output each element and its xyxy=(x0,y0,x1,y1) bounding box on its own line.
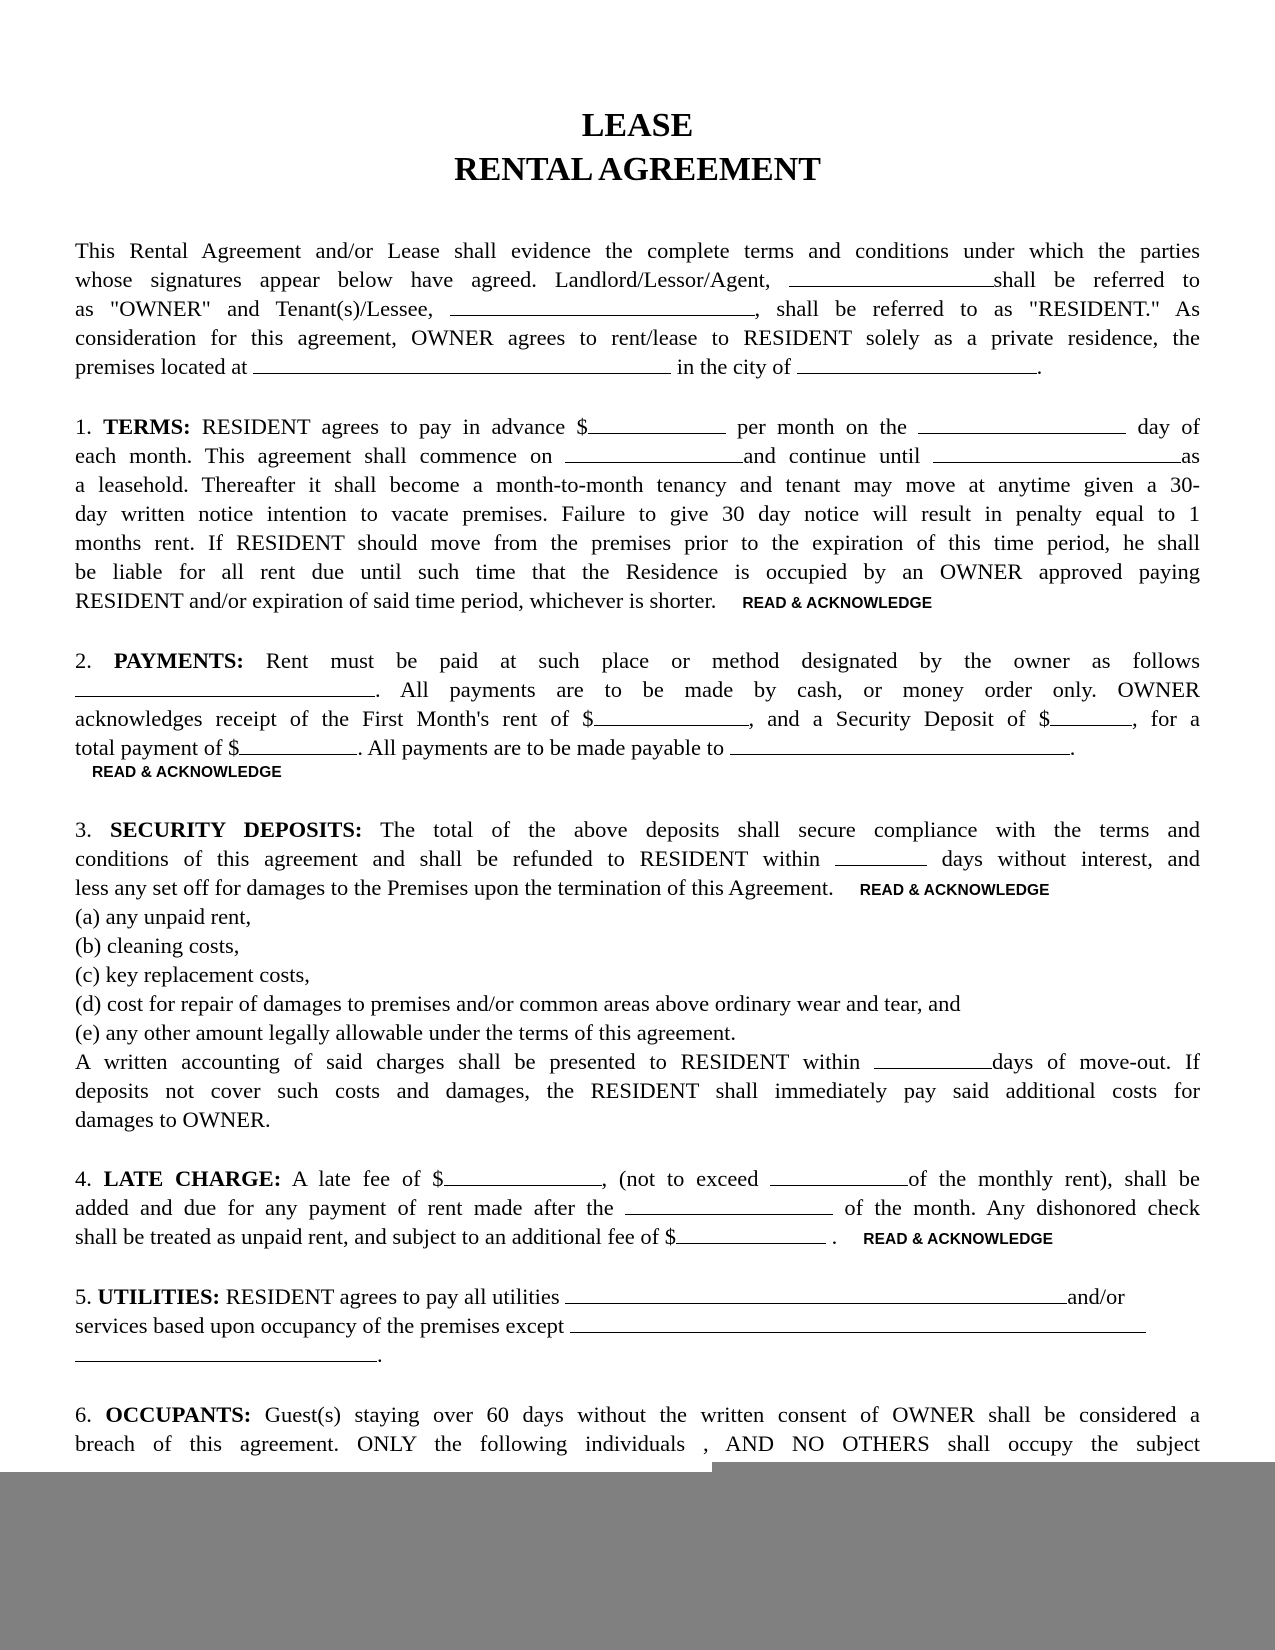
security-line xyxy=(75,815,1200,845)
viewer-overlay-edge xyxy=(712,1462,1275,1472)
payee-blank[interactable] xyxy=(730,734,1070,755)
dishonored-check-fee-blank[interactable] xyxy=(676,1223,826,1244)
text: premises located at xyxy=(75,354,248,379)
read-acknowledge-label: READ & ACKNOWLEDGE xyxy=(859,882,1050,899)
text: conditions of this agreement and shall be refunded to RESIDENT within xyxy=(75,846,821,871)
text: of the month. Any dishonored check xyxy=(844,1195,1201,1220)
refund-days-blank[interactable] xyxy=(835,845,927,866)
section-heading: SECURITY DEPOSITS: xyxy=(110,817,363,842)
text: days of move-out. If xyxy=(991,1049,1201,1074)
text: and/or xyxy=(1067,1284,1125,1309)
text: less any set off for damages to the Premises upon the termination of this Agreement. xyxy=(75,875,834,900)
terms-line: months rent. If RESIDENT should move from the premises prior to the expiration of this time period, he shall xyxy=(75,530,1200,555)
text: shall be referred to xyxy=(993,267,1200,292)
security-line xyxy=(75,844,1200,874)
text: whose signatures appear below have agreed. Landlord/Lessor/Agent, xyxy=(75,267,771,292)
viewer-grey-overlay xyxy=(0,1472,1275,1650)
payments-line xyxy=(75,733,1200,763)
payment-method-blank[interactable] xyxy=(75,676,375,697)
text: RESIDENT agrees to pay in advance $ xyxy=(201,414,588,439)
end-date-blank[interactable] xyxy=(933,442,1181,463)
intro-line xyxy=(75,294,1200,324)
tenant-name-blank[interactable] xyxy=(450,295,755,316)
text: RESIDENT agrees to pay all utilities xyxy=(225,1284,560,1309)
payments-line xyxy=(75,675,1200,705)
document-title-line1: LEASE xyxy=(581,107,694,144)
late-charge-line xyxy=(75,1193,1200,1223)
text: , for a xyxy=(1131,706,1200,731)
text: day of xyxy=(1137,414,1201,439)
terms-line xyxy=(75,586,1200,619)
text: in the city of xyxy=(676,354,792,379)
section-number: 1. xyxy=(75,414,92,439)
security-deposit-blank[interactable] xyxy=(1050,705,1132,726)
text: acknowledges receipt of the First Month's rent of $ xyxy=(75,706,594,731)
text: . All payments are to be made payable to xyxy=(357,735,725,760)
section-number: 2. xyxy=(75,648,92,673)
text: A written accounting of said charges shall be presented to RESIDENT within xyxy=(75,1049,861,1074)
deduction-item: (b) cleaning costs, xyxy=(75,933,240,958)
text: . xyxy=(1069,735,1076,760)
utilities-line xyxy=(75,1340,1200,1370)
city-blank[interactable] xyxy=(797,353,1037,374)
commence-date-blank[interactable] xyxy=(565,442,743,463)
section-number: 5. xyxy=(75,1284,92,1309)
text: RESIDENT and/or expiration of said time period, whichever is shorter. xyxy=(75,588,717,613)
terms-line: be liable for all rent due until such time that the Residence is occupied by an OWNER approved paying xyxy=(75,559,1200,584)
terms-line: a leasehold. Thereafter it shall become a month-to-month tenancy and tenant may move at anytime given a 30- xyxy=(75,472,1200,497)
security-line xyxy=(75,873,1200,906)
security-line: deposits not cover such costs and damages, the RESIDENT shall immediately pay said additional costs for xyxy=(75,1078,1200,1103)
section-number: 4. xyxy=(75,1166,92,1191)
section-heading: UTILITIES: xyxy=(97,1284,221,1309)
intro-line: consideration for this agreement, OWNER agrees to rent/lease to RESIDENT solely as a private residence, the xyxy=(75,325,1200,350)
utilities-blank[interactable] xyxy=(565,1283,1067,1304)
security-line: damages to OWNER. xyxy=(75,1107,271,1132)
occupants-line xyxy=(75,1400,1200,1430)
occupants-line: breach of this agreement. ONLY the following individuals , AND NO OTHERS shall occupy the subject xyxy=(75,1431,1200,1456)
text: . xyxy=(1036,354,1043,379)
read-acknowledge-label: READ & ACKNOWLEDGE xyxy=(863,1231,1054,1248)
late-charge-line xyxy=(75,1164,1200,1194)
text: . xyxy=(377,1342,383,1367)
intro-line xyxy=(75,265,1200,295)
text: The total of the above deposits shall secure compliance with the terms and xyxy=(380,817,1201,842)
due-day-blank[interactable] xyxy=(918,413,1126,434)
terms-line: day written notice intention to vacate premises. Failure to give 30 day notice will result in penalty equal to 1 xyxy=(75,501,1200,526)
read-acknowledge-label: READ & ACKNOWLEDGE xyxy=(742,595,933,612)
text: as "OWNER" and Tenant(s)/Lessee, xyxy=(75,296,434,321)
payments-line xyxy=(75,704,1200,734)
text: Guest(s) staying over 60 days without the written consent of OWNER shall be considered a xyxy=(264,1402,1201,1427)
utilities-except-blank[interactable] xyxy=(570,1312,1146,1333)
text: , (not to exceed xyxy=(601,1166,759,1191)
text: services based upon occupancy of the premises except xyxy=(75,1313,565,1338)
deduction-item: (c) key replacement costs, xyxy=(75,962,310,987)
text: and continue until xyxy=(743,443,921,468)
deduction-item: (d) cost for repair of damages to premises and/or common areas above ordinary wear and tear, and xyxy=(75,991,961,1016)
document-title-line2: RENTAL AGREEMENT xyxy=(454,151,821,188)
read-acknowledge-label: READ & ACKNOWLEDGE xyxy=(92,764,282,781)
text: total payment of $ xyxy=(75,735,240,760)
utilities-line xyxy=(75,1282,1200,1312)
text: . All payments are to be made by cash, or money order only. OWNER xyxy=(375,677,1200,702)
section-heading: TERMS: xyxy=(103,414,191,439)
text: Rent must be paid at such place or method designated by the owner as follows xyxy=(265,648,1201,673)
text: of the monthly rent), shall be xyxy=(908,1166,1200,1191)
section-number: 6. xyxy=(75,1402,92,1427)
utilities-except-continued-blank[interactable] xyxy=(75,1341,377,1362)
text: , and a Security Deposit of $ xyxy=(748,706,1050,731)
text: as xyxy=(1181,443,1201,468)
landlord-name-blank[interactable] xyxy=(789,266,994,287)
total-payment-blank[interactable] xyxy=(239,734,357,755)
section-heading: LATE CHARGE: xyxy=(103,1166,282,1191)
section-number: 3. xyxy=(75,817,92,842)
text: added and due for any payment of rent made after the xyxy=(75,1195,614,1220)
utilities-line xyxy=(75,1311,1200,1341)
section-heading: OCCUPANTS: xyxy=(105,1402,252,1427)
terms-line xyxy=(75,412,1200,442)
text: per month on the xyxy=(736,414,907,439)
text: A late fee of $ xyxy=(291,1166,444,1191)
text: shall be treated as unpaid rent, and subject to an additional fee of $ xyxy=(75,1224,677,1249)
late-after-day-blank[interactable] xyxy=(625,1194,833,1215)
section-heading: PAYMENTS: xyxy=(113,648,244,673)
payments-line xyxy=(75,646,1200,676)
late-fee-max-blank[interactable] xyxy=(770,1165,908,1186)
terms-line xyxy=(75,441,1200,471)
security-line xyxy=(75,1047,1200,1077)
intro-line: This Rental Agreement and/or Lease shall evidence the complete terms and conditions under which the parties xyxy=(75,238,1200,263)
text: , shall be referred to as "RESIDENT." As xyxy=(754,296,1200,321)
text: each month. This agreement shall commence on xyxy=(75,443,553,468)
intro-line xyxy=(75,352,1200,382)
text: . xyxy=(826,1224,838,1249)
late-fee-blank[interactable] xyxy=(444,1165,602,1186)
deduction-item: (a) any unpaid rent, xyxy=(75,904,252,929)
first-month-rent-blank[interactable] xyxy=(594,705,749,726)
text: days without interest, and xyxy=(941,846,1200,871)
deduction-item: (e) any other amount legally allowable under the terms of this agreement. xyxy=(75,1020,737,1045)
rent-amount-blank[interactable] xyxy=(588,413,726,434)
late-charge-line xyxy=(75,1222,1200,1255)
premises-address-blank[interactable] xyxy=(253,353,671,374)
accounting-days-blank[interactable] xyxy=(874,1048,992,1069)
